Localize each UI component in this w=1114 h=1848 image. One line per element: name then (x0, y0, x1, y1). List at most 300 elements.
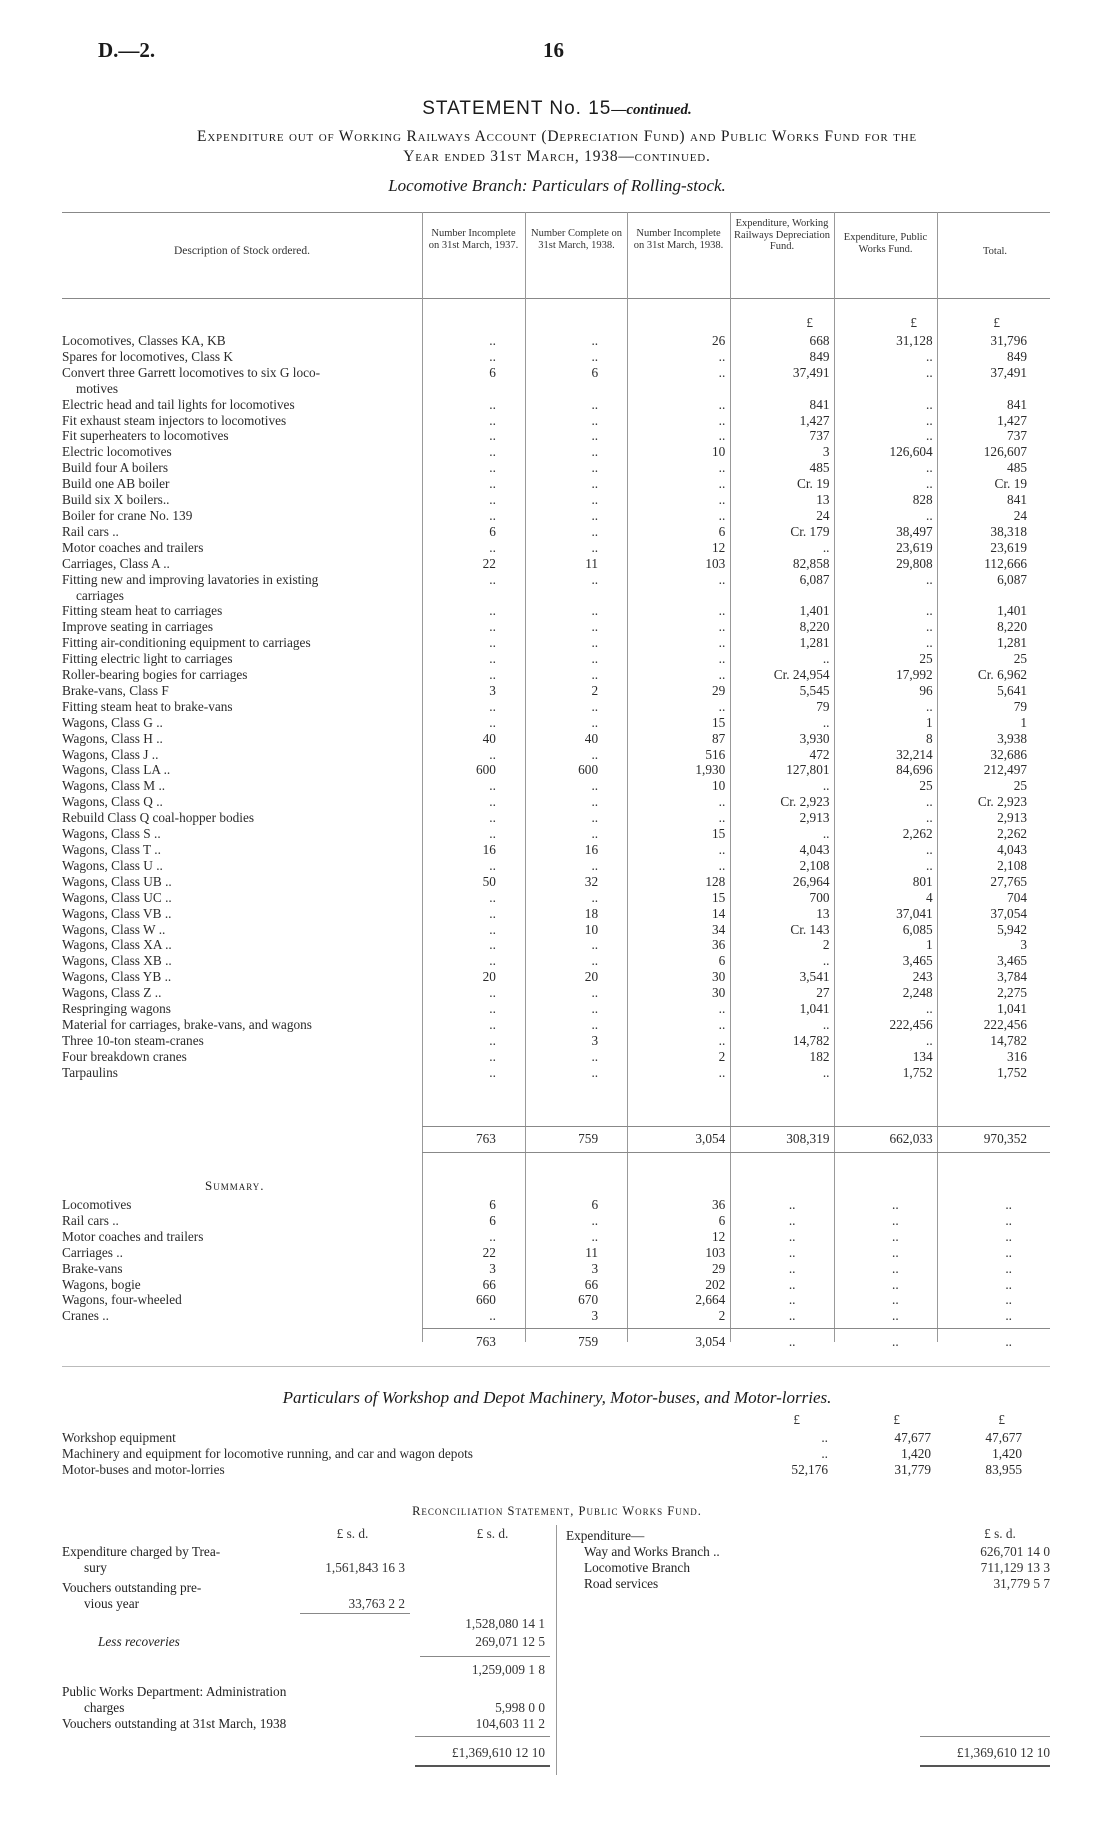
recon-value: 31,779 5 7 (993, 1576, 1050, 1591)
row-value-f: 25 (919, 778, 933, 794)
row-value-t: 1,281 (997, 635, 1027, 651)
row-value-e: .. (822, 826, 830, 842)
row-value-t: 2,275 (997, 985, 1027, 1001)
row-value-c: 516 (705, 746, 726, 762)
table-row (62, 365, 1072, 381)
row-description: Build four A boilers (62, 460, 169, 476)
row-description: Wagons, Class U .. (62, 857, 163, 873)
row-description: Carriages, Class A .. (62, 555, 170, 571)
row-description: Brake-vans, Class F (62, 682, 169, 698)
summary-total-t: .. (1005, 1334, 1012, 1349)
row-value-f: .. (926, 1032, 933, 1048)
row-value-c: .. (718, 507, 726, 523)
row-value-t: 1,752 (997, 1064, 1027, 1080)
recon-label: Vouchers outstanding pre- (62, 1580, 202, 1595)
table-row (62, 969, 1072, 985)
row-value-e: Cr. 179 (790, 523, 830, 539)
row-value-t: 8,220 (997, 619, 1027, 635)
row-value-b: 20 (584, 969, 599, 985)
row-value-t: 47,677 (985, 1430, 1022, 1445)
row-value-a: .. (489, 539, 496, 555)
summary-totals-rule (422, 1328, 1050, 1329)
table-row (62, 333, 1072, 349)
recon-value: 1,259,009 1 8 (471, 1662, 545, 1677)
totals-top-rule (422, 1126, 1050, 1127)
row-value-b: 40 (584, 730, 599, 746)
row-value-t: 1,401 (997, 603, 1027, 619)
summary-total-c: 3,054 (695, 1334, 726, 1349)
totals-bottom-rule (422, 1152, 1050, 1153)
row-value-c: .. (718, 667, 726, 683)
row-value-e: 2,108 (799, 857, 830, 873)
row-value-b: .. (591, 778, 599, 794)
row-value-f: 134 (912, 1048, 933, 1064)
recon-label: Road services (584, 1576, 659, 1591)
row-value-e: 472 (809, 746, 830, 762)
row-value-t: Cr. 6,962 (977, 667, 1027, 683)
row-value-c: 128 (705, 873, 726, 889)
row-value-a: .. (489, 348, 496, 364)
row-value-e: 668 (809, 333, 830, 348)
workshop-table (62, 1430, 1052, 1478)
table-row (62, 683, 1072, 699)
row-description: Cranes .. (62, 1308, 109, 1324)
row-value-f: .. (926, 571, 933, 587)
row-value-b: .. (591, 333, 599, 348)
total-working-railways: 308,319 (786, 1131, 830, 1146)
row-value-e: 485 (809, 460, 830, 476)
recon-label: Vouchers outstanding at 31st March, 1938 (62, 1716, 287, 1731)
table-bottom-rule (62, 1366, 1050, 1367)
table-row (62, 699, 1072, 715)
row-value-c: 15 (712, 889, 726, 905)
row-value-a: .. (489, 889, 496, 905)
row-value-c (628, 381, 731, 397)
row-value-c: .. (718, 842, 726, 857)
row-value-t: 841 (1007, 396, 1027, 412)
row-value-f: 6,085 (902, 921, 933, 937)
table-row (62, 1001, 1072, 1017)
row-description: Convert three Garrett locomotives to six G loco- (62, 364, 321, 380)
row-value-e: Cr. 2,923 (780, 794, 830, 810)
row-value-e: .. (788, 1308, 796, 1324)
row-value-f: .. (892, 1244, 899, 1260)
row-value-c: 6 (718, 1212, 726, 1228)
row-value-b: .. (591, 746, 599, 762)
row-value-b: .. (591, 603, 599, 619)
row-value-e: 82,858 (792, 555, 830, 571)
row-value-c: 29 (712, 682, 726, 698)
row-value-a: .. (489, 1228, 496, 1244)
row-value-c: 30 (712, 969, 726, 985)
row-value-e: .. (788, 1260, 796, 1276)
recon-double-rule (415, 1765, 550, 1767)
row-value-t: .. (1005, 1260, 1012, 1276)
row-value-b: 2 (591, 682, 599, 698)
row-value-e (731, 381, 835, 397)
row-value-e: Cr. 143 (790, 921, 830, 937)
col-header-desc: Description of Stock ordered. (173, 245, 311, 257)
row-value-e: .. (822, 1016, 830, 1032)
row-value-e: 79 (816, 698, 830, 714)
table-row (62, 794, 1072, 810)
row-value-f: .. (926, 857, 933, 873)
row-description: Fitting steam heat to carriages (62, 603, 223, 619)
recon-value: 711,129 13 3 (980, 1560, 1050, 1575)
row-value-c: 87 (712, 730, 726, 746)
row-value-t: 24 (1013, 507, 1027, 523)
row-value-a: 6 (489, 523, 496, 539)
col-header-incomplete-1937: Number Incomplete on 31st March, 1937. (428, 228, 519, 251)
row-value-c: .. (718, 635, 726, 651)
row-value-t: 3,784 (997, 969, 1027, 985)
row-value-a: .. (489, 1001, 496, 1017)
row-description: Workshop equipment (62, 1430, 176, 1445)
row-value-b: .. (591, 1016, 599, 1032)
row-description: Material for carriages, brake-vans, and wagons (62, 1016, 312, 1032)
row-value-b: .. (591, 428, 599, 444)
row-value-e: 26,964 (792, 873, 830, 889)
row-value-t: 316 (1007, 1048, 1027, 1064)
row-value-a: .. (489, 826, 496, 842)
table-row (62, 635, 1072, 651)
row-value-a: 6 (489, 1197, 496, 1212)
row-value-e: 5,545 (799, 682, 830, 698)
row-value-t: 1,041 (997, 1001, 1027, 1017)
row-value-e: 1,401 (799, 603, 830, 619)
row-value-b: .. (591, 444, 599, 460)
recon-value: 33,763 2 2 (348, 1596, 405, 1611)
table-row-totals (62, 1131, 1072, 1147)
table-row (62, 556, 1072, 572)
table-row (62, 762, 1072, 778)
row-description: Machinery and equipment for locomotive running, and car and wagon depots (62, 1445, 473, 1461)
row-description: Motor coaches and trailers (62, 1228, 204, 1244)
row-value-a: .. (489, 714, 496, 730)
row-value-e: 13 (816, 492, 830, 508)
row-value-c: .. (718, 460, 726, 476)
row-value-b: .. (591, 1212, 599, 1228)
row-value-f: .. (926, 396, 933, 412)
row-value-f: .. (926, 698, 933, 714)
row-value-a: 40 (482, 730, 496, 746)
recon-value: 1,561,843 16 3 (325, 1560, 405, 1575)
row-value-b: 10 (584, 921, 599, 937)
row-value-a: 6 (489, 1212, 496, 1228)
recon-label: Less recoveries (98, 1634, 180, 1649)
row-value-b: .. (591, 889, 599, 905)
table-row (62, 1462, 1052, 1478)
row-value-a: 22 (482, 1244, 496, 1260)
table-row (62, 715, 1072, 731)
row-value-c (628, 588, 731, 604)
row-value-t: 79 (1013, 698, 1027, 714)
table-top-rule (62, 212, 1050, 213)
row-value-a: .. (489, 476, 496, 492)
row-description: Locomotives, Classes KA, KB (62, 333, 226, 348)
row-value-a (423, 588, 526, 604)
row-value-f: .. (926, 412, 933, 428)
row-value-b: .. (591, 492, 599, 508)
row-value-f: 96 (919, 682, 933, 698)
row-value-t: 737 (1007, 428, 1027, 444)
table-row (62, 1213, 1072, 1229)
row-value-e: 1,041 (799, 1001, 830, 1017)
row-value-c: .. (718, 698, 726, 714)
summary-totals-row (62, 1334, 1072, 1350)
row-value-t (939, 588, 1072, 604)
row-value-f: 38,497 (896, 523, 933, 539)
row-value-f: 23,619 (896, 539, 933, 555)
row-description: Wagons, Class UC .. (62, 889, 172, 905)
recon-double-rule (920, 1765, 1050, 1767)
row-description: Wagons, Class S .. (62, 826, 161, 842)
row-value-a: .. (489, 1032, 496, 1048)
row-value-t: .. (1005, 1244, 1012, 1260)
row-value-a: .. (489, 507, 496, 523)
row-value-e: 6,087 (799, 571, 830, 587)
row-value-b: .. (591, 635, 599, 651)
row-value-b (526, 588, 628, 604)
row-value-f: 37,041 (896, 905, 933, 921)
row-value-t: 5,641 (997, 682, 1027, 698)
row-value-c: 12 (712, 539, 726, 555)
table-row (62, 572, 1072, 588)
row-value-t: 841 (1007, 492, 1027, 508)
totals-row (62, 1131, 1072, 1147)
col-header-working-railways: Expenditure, Working Railways Depreciation Fund. (734, 218, 830, 252)
row-value-t: 1,427 (997, 412, 1027, 428)
row-description: Rail cars .. (62, 1212, 119, 1228)
recon-label: Public Works Department: Administration (62, 1684, 287, 1699)
row-value-e: Cr. 19 (796, 476, 830, 492)
row-value-a: .. (489, 921, 496, 937)
row-description: Roller-bearing bogies for carriages (62, 667, 248, 683)
row-value-e: 27 (816, 985, 830, 1001)
row-value-e: .. (821, 1430, 828, 1445)
table-row (62, 1261, 1072, 1277)
row-value-f: .. (892, 1197, 899, 1212)
row-value-a: .. (489, 953, 496, 969)
subtitle: Locomotive Branch: Particulars of Rolling-stock. (388, 176, 726, 195)
row-value-f: .. (926, 619, 933, 635)
row-value-t: 23,619 (990, 539, 1027, 555)
row-value-b: .. (591, 523, 599, 539)
row-value-c: 1,930 (695, 762, 726, 778)
summary-table (62, 1197, 1072, 1324)
row-value-c: .. (718, 1032, 726, 1048)
row-value-f: 17,992 (896, 667, 933, 683)
row-value-f: 1 (926, 714, 933, 730)
row-description: Wagons, Class LA .. (62, 762, 171, 778)
row-value-t: 83,955 (985, 1461, 1022, 1477)
row-value-c: .. (718, 651, 726, 667)
table-row (62, 524, 1072, 540)
row-value-t: 5,942 (997, 921, 1027, 937)
row-value-c: .. (718, 396, 726, 412)
summary-total-b: 759 (578, 1334, 599, 1349)
row-value-b: 32 (584, 873, 599, 889)
row-description: Spares for locomotives, Class K (62, 348, 233, 364)
row-value-f: .. (926, 428, 933, 444)
row-description: Fit exhaust steam injectors to locomotives (62, 412, 287, 428)
row-value-a: .. (489, 460, 496, 476)
row-description: motives (76, 380, 119, 396)
row-value-f: 222,456 (889, 1016, 933, 1032)
row-value-e: .. (821, 1445, 828, 1461)
table-row (62, 1197, 1072, 1213)
row-value-f: .. (892, 1228, 899, 1244)
row-value-t: 222,456 (983, 1016, 1027, 1032)
row-value-t: .. (1005, 1276, 1012, 1292)
row-value-a: .. (489, 1308, 496, 1324)
row-value-t: Cr. 2,923 (977, 794, 1027, 810)
row-value-a: .. (489, 985, 496, 1001)
table-row-summary-totals (62, 1334, 1072, 1350)
total-incomplete-1937: 763 (475, 1131, 496, 1146)
row-value-e: 2 (822, 937, 830, 953)
row-value-t: 1 (1020, 714, 1027, 730)
row-value-c: 29 (712, 1260, 726, 1276)
row-value-c: .. (718, 1016, 726, 1032)
row-value-e: .. (822, 651, 830, 667)
row-value-a (423, 381, 526, 397)
table-row (62, 1245, 1072, 1261)
row-value-t: 6,087 (997, 571, 1027, 587)
row-value-c: .. (718, 1064, 726, 1080)
table-row (62, 874, 1072, 890)
row-value-b: 3 (591, 1308, 599, 1324)
row-value-c: .. (718, 476, 726, 492)
row-value-b: .. (591, 507, 599, 523)
row-value-e: .. (822, 539, 830, 555)
row-value-e: .. (788, 1292, 796, 1308)
row-description: Electric locomotives (62, 444, 172, 460)
row-description: Wagons, Class UB .. (62, 873, 172, 889)
row-value-f: 31,779 (894, 1461, 931, 1477)
table-row (62, 1033, 1072, 1049)
row-value-a: .. (489, 698, 496, 714)
row-value-f: 47,677 (894, 1430, 931, 1445)
row-value-a: 660 (475, 1292, 496, 1308)
row-value-f: .. (892, 1212, 899, 1228)
row-value-f: .. (926, 842, 933, 857)
table-row (62, 413, 1072, 429)
row-value-t: 849 (1007, 348, 1027, 364)
table-row (62, 460, 1072, 476)
row-value-c: 2,664 (695, 1292, 726, 1308)
row-value-e: .. (788, 1228, 796, 1244)
row-value-t: 2,108 (997, 857, 1027, 873)
statement-continued: —continued. (611, 102, 692, 118)
row-value-b: .. (591, 667, 599, 683)
row-value-e: 1,427 (799, 412, 830, 428)
recon-left-unit-a: £ s. d. (336, 1526, 369, 1541)
table-row (62, 476, 1072, 492)
row-value-f: .. (892, 1308, 899, 1324)
row-value-e: 14,782 (792, 1032, 830, 1048)
recon-right-total: £1,369,610 12 10 (956, 1745, 1050, 1760)
row-value-e: .. (788, 1276, 796, 1292)
table-row (62, 747, 1072, 763)
row-description: Wagons, Class W .. (62, 921, 166, 937)
row-description: Wagons, Class VB .. (62, 905, 172, 921)
row-value-a: .. (489, 857, 496, 873)
row-description: Locomotives (62, 1197, 132, 1212)
row-value-a: 16 (482, 842, 496, 857)
row-value-t: 3 (1020, 937, 1027, 953)
row-value-b: .. (591, 476, 599, 492)
row-value-t: .. (1005, 1228, 1012, 1244)
row-value-t: 485 (1007, 460, 1027, 476)
row-value-f: 1,420 (901, 1445, 931, 1461)
row-value-a: .. (489, 778, 496, 794)
row-value-f: .. (926, 348, 933, 364)
row-value-f: 2,262 (902, 826, 933, 842)
row-value-c: .. (718, 810, 726, 826)
row-value-b: .. (591, 826, 599, 842)
row-value-a: .. (489, 444, 496, 460)
row-value-c: 14 (712, 905, 726, 921)
row-value-f: 8 (926, 730, 933, 746)
table-row (62, 1049, 1072, 1065)
row-value-f: .. (926, 1001, 933, 1017)
row-description: carriages (76, 587, 124, 603)
row-description: Fitting steam heat to brake-vans (62, 698, 233, 714)
row-value-t: 2,913 (997, 810, 1027, 826)
table-row (62, 906, 1072, 922)
row-value-a: .. (489, 1048, 496, 1064)
table-row (62, 731, 1072, 747)
row-value-c: 2 (718, 1308, 726, 1324)
total-complete-1938: 759 (578, 1131, 599, 1146)
recon-label: Way and Works Branch .. (584, 1544, 720, 1559)
row-value-e: .. (788, 1212, 796, 1228)
row-value-b: .. (591, 857, 599, 873)
recon-divider (556, 1525, 557, 1775)
row-value-c: 2 (718, 1048, 726, 1064)
row-value-a: 600 (475, 762, 496, 778)
row-value-a: .. (489, 667, 496, 683)
row-value-t: 126,607 (983, 444, 1027, 460)
recon-rule (920, 1736, 1050, 1737)
row-value-e: 4,043 (799, 842, 830, 857)
col-header-complete-1938: Number Complete on 31st March, 1938. (531, 228, 622, 251)
row-value-a: 3 (489, 1260, 496, 1276)
row-value-e: 2,913 (799, 810, 830, 826)
row-description: Fitting electric light to carriages (62, 651, 233, 667)
table-row (62, 953, 1072, 969)
recon-right-unit: £ s. d. (984, 1526, 1016, 1541)
row-value-a: 6 (489, 364, 496, 380)
table-row (62, 1017, 1072, 1033)
row-value-t: .. (1005, 1197, 1012, 1212)
table-row (62, 1308, 1072, 1324)
unit-pound: £ (998, 1412, 1005, 1427)
row-value-a: .. (489, 1064, 496, 1080)
row-value-e: 8,220 (799, 619, 830, 635)
recon-left-total: £1,369,610 12 10 (451, 1745, 545, 1760)
row-value-b: .. (591, 619, 599, 635)
row-value-b: .. (591, 810, 599, 826)
recon-label: sury (84, 1560, 107, 1575)
summary-total-a: 763 (475, 1334, 496, 1349)
row-value-a: 3 (489, 682, 496, 698)
row-value-t (939, 381, 1072, 397)
row-value-t: 2,262 (997, 826, 1027, 842)
summary-total-f: .. (892, 1334, 899, 1349)
row-value-b: .. (591, 1064, 599, 1080)
